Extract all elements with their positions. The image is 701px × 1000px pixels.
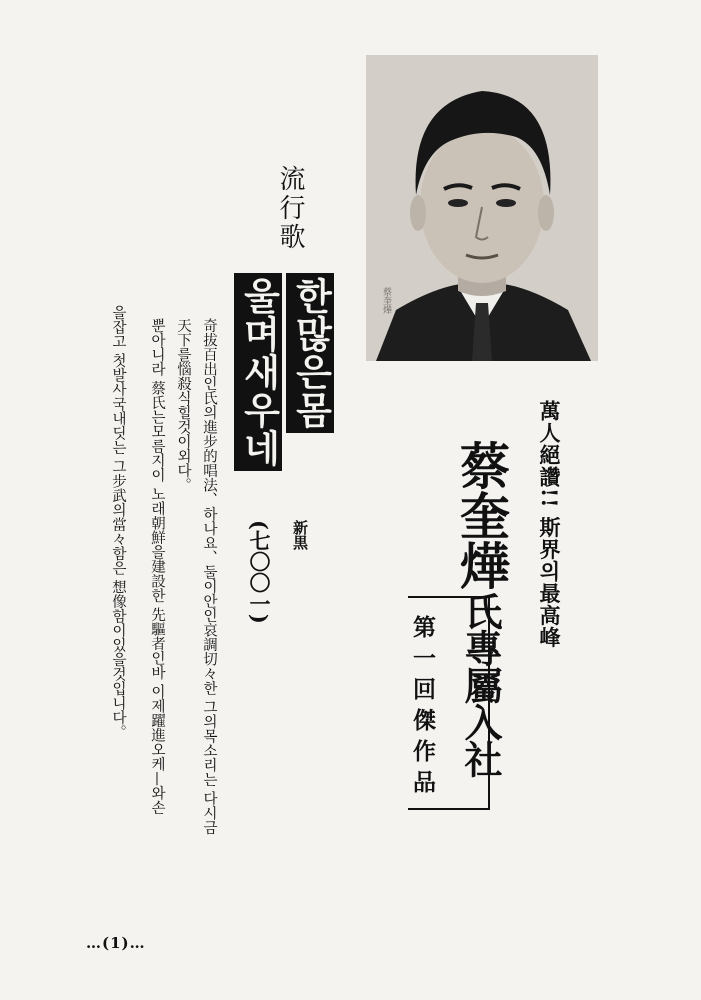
debut-work-text: 第一回傑作品 — [409, 615, 436, 801]
page-number: …(1)… — [86, 934, 146, 952]
song-title-part2: 울며새우네 — [234, 273, 282, 471]
catalog-number: (七〇〇一) — [247, 520, 272, 624]
record-label: 新黒 — [291, 520, 309, 550]
portrait-illustration — [366, 55, 598, 361]
artist-name: 蔡奎燁 — [452, 440, 511, 590]
praise-headline: 萬人絕讚!! 斯界의最高峰 — [537, 400, 562, 649]
photo-caption: 蔡奎燁 — [381, 287, 391, 314]
body-line-3: 뿐아니라 蔡氏는모름지이 노래朝鮮을建設한 先驅者인바 이제躍進오케—와손 — [149, 318, 165, 815]
body-line-4: 을잡고 첫발사국내딧는 그步武의當々함은 想像함이있을것입니다。 — [110, 305, 126, 740]
body-line-2: 天下를惱殺식힐것이외다。 — [175, 318, 191, 492]
exclusive-signing-text: 氏專屬入社 — [458, 592, 503, 777]
song-genre: 流行歌 — [275, 165, 305, 252]
body-line-1: 奇拔百出인氏의進步的唱法、하나요、둘이안인哀調切々한 그의목소리는 다시금 — [201, 318, 217, 835]
portrait-photo — [366, 55, 598, 361]
song-title-part1: 한많은몸 — [286, 273, 334, 433]
